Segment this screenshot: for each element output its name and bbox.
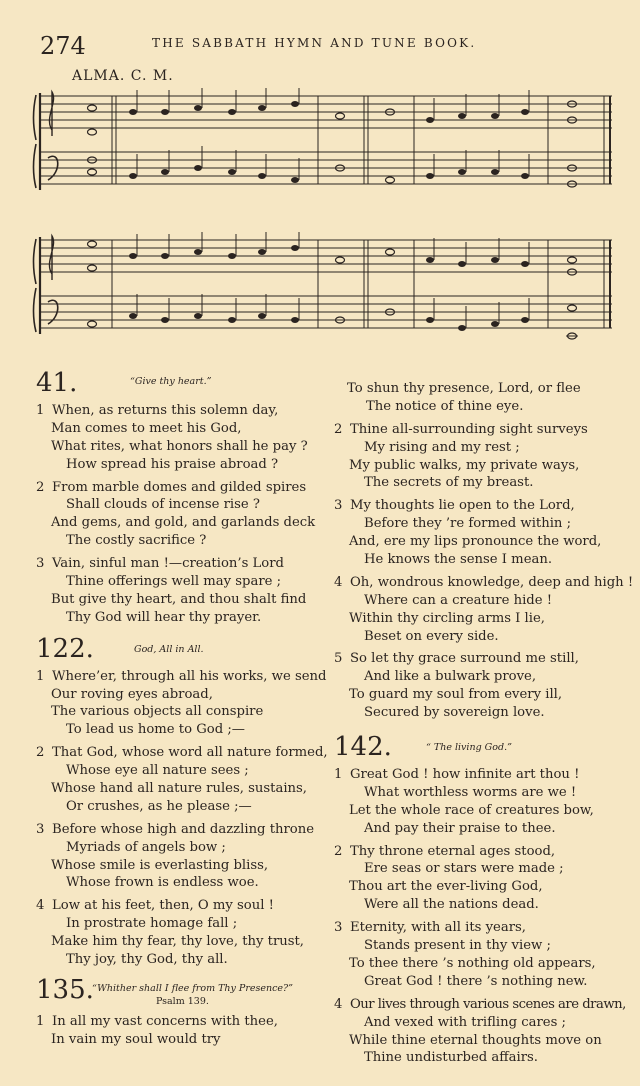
- verse-line: And vexed with trifling cares ;: [364, 1014, 566, 1030]
- verse-line: While thine eternal thoughts move on: [349, 1032, 602, 1048]
- verse-line: The notice of thine eye.: [366, 398, 524, 414]
- hymn-subtitle: God, All in All.: [134, 643, 204, 655]
- verse-line: 5 So let thy grace surround me still,: [334, 651, 579, 667]
- verse-line: Were all the nations dead.: [364, 897, 539, 913]
- verse-line: Whose smile is everlasting bliss,: [51, 857, 269, 873]
- hymn-subtitle: “Give thy heart.”: [130, 376, 212, 387]
- verse-line: Whose hand all nature rules, sustains,: [51, 781, 308, 797]
- verse-line: Thine offerings well may spare ;: [66, 574, 282, 590]
- verse-line: 2 That God, whose word all nature formed,: [36, 745, 328, 761]
- verse-line: 4 Oh, wondrous knowledge, deep and high !: [334, 574, 634, 590]
- verse-line: What worthless worms are we !: [364, 784, 577, 800]
- verse-line: Whose frown is endless woe.: [66, 875, 259, 891]
- verse-line: To lead us home to God ;—: [66, 722, 245, 738]
- verse-line: And like a bulwark prove,: [364, 669, 537, 685]
- verse-line: Stands present in thy view ;: [364, 938, 551, 954]
- verse-line: My public walks, my private ways,: [349, 457, 580, 473]
- verse-line: Thy God will hear thy prayer.: [66, 609, 262, 625]
- verse-line: The costly sacrifice ?: [66, 533, 207, 549]
- verse-line: 4 Our lives through various scenes are drawn,: [334, 996, 626, 1012]
- left-column: [36, 368, 328, 1049]
- verse-line: And, ere my lips pronounce the word,: [349, 534, 602, 550]
- verse-line: To shun thy presence, Lord, or flee: [347, 381, 581, 396]
- running-head: THE SABBATH HYMN AND TUNE BOOK.: [152, 36, 477, 50]
- hymn-header: [36, 368, 326, 402]
- verse-line: Let the whole race of creatures bow,: [349, 802, 594, 818]
- verse-line: 1 Great God ! how infinite art thou !: [334, 767, 580, 783]
- verse-line: The secrets of my breast.: [364, 475, 534, 491]
- hymn-subtitle: “ The living God.”: [426, 742, 512, 754]
- verse-line: Myriads of angels bow ;: [66, 839, 226, 855]
- hymn-header: [36, 974, 326, 1013]
- hymn-header: [36, 633, 326, 668]
- hymn-header: [334, 732, 634, 766]
- verse-line: 3 Eternity, with all its years,: [334, 920, 526, 936]
- verse-line: The various objects all conspire: [51, 704, 264, 720]
- verse-line: 1 When, as returns this solemn day,: [36, 403, 279, 418]
- verse-line: He knows the sense I mean.: [364, 552, 553, 568]
- verse-line: And gems, and gold, and garlands deck: [51, 515, 316, 531]
- verse-line: My rising and my rest ;: [364, 439, 520, 455]
- verse-line: Or crushes, as he please ;—: [66, 798, 252, 814]
- verse-line: And pay their praise to thee.: [364, 820, 556, 836]
- right-column: [334, 380, 634, 1067]
- verse-line: Whose eye all nature sees ;: [66, 763, 249, 779]
- verse-line: 4 Low at his feet, then, O my soul !: [36, 898, 274, 914]
- verse-line: Within thy circling arms I lie,: [349, 610, 545, 626]
- verse-line: Great God ! there ’s nothing new.: [364, 973, 588, 989]
- verse-line: 2 Thy throne eternal ages stood,: [334, 843, 556, 859]
- hymn-number: 122.: [36, 633, 94, 664]
- verse-line: 1 In all my vast concerns with thee,: [36, 1013, 278, 1029]
- verse-line: Before they ’re formed within ;: [364, 516, 572, 532]
- verse-line: Our roving eyes abroad,: [51, 686, 213, 702]
- verse-line: Make him thy fear, thy love, thy trust,: [51, 934, 305, 950]
- verse-line: In prostrate homage fall ;: [66, 916, 238, 932]
- verse-line: Where can a creature hide !: [364, 592, 553, 608]
- verse-line: 2 From marble domes and gilded spires: [36, 479, 307, 495]
- verse-line: Thine undisturbed affairs.: [364, 1050, 538, 1066]
- hymn-number: 135.: [36, 974, 94, 1005]
- verse-line: To thee there ’s nothing old appears,: [349, 955, 596, 971]
- verse-line: Thy joy, thy God, thy all.: [66, 952, 228, 968]
- verse-line: To guard my soul from every ill,: [349, 687, 563, 703]
- verse-line: 1 Where’er, through all his works, we send: [36, 668, 327, 684]
- verse-line: Secured by sovereign love.: [364, 705, 545, 721]
- hymn-number: 142.: [334, 732, 392, 763]
- verse-line: 2 Thine all-surrounding sight surveys: [334, 421, 588, 437]
- verse-line: 3 My thoughts lie open to the Lord,: [334, 498, 575, 514]
- hymn-number: 41.: [36, 368, 78, 398]
- verse-line: 3 Before whose high and dazzling throne: [36, 821, 315, 837]
- verse-line: Man comes to meet his God,: [51, 420, 242, 436]
- verse-line: Shall clouds of incense rise ?: [66, 497, 260, 513]
- verse-line: What rites, what honors shall he pay ?: [51, 438, 308, 454]
- tune-title: ALMA. C. M.: [72, 68, 174, 84]
- music-system-2: [0, 232, 640, 352]
- hymn-subtitle: “Whither shall I flee from Thy Presence?”: [92, 982, 293, 994]
- verse-line: Thou art the ever-living God,: [349, 879, 543, 895]
- verse-line: Ere seas or stars were made ;: [364, 861, 564, 877]
- verse-line: In vain my soul would try: [51, 1031, 221, 1047]
- scripture-reference: Psalm 139.: [156, 995, 209, 1007]
- page-number: 274: [40, 32, 86, 60]
- verse-line: 3 Vain, sinful man !—creation’s Lord: [36, 556, 284, 572]
- verse-line: How spread his praise abroad ?: [66, 456, 279, 472]
- verse-line: Beset on every side.: [364, 628, 499, 644]
- music-system-1: [0, 88, 640, 200]
- verse-line: But give thy heart, and thou shalt find: [51, 591, 307, 607]
